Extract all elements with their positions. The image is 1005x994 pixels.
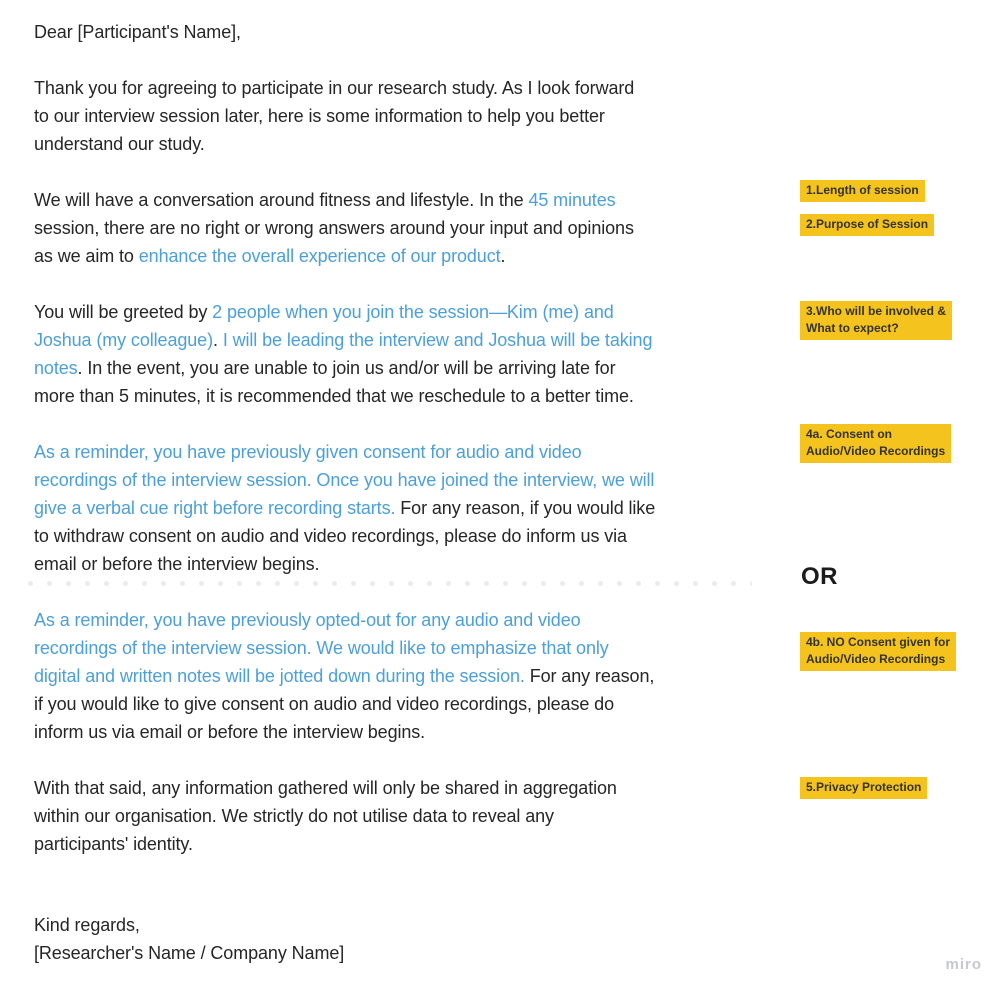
letter-text: understand our study. — [34, 134, 205, 154]
letter-text: . — [500, 246, 506, 266]
label-line: 2.Purpose of Session — [806, 217, 929, 231]
signature-paragraph — [34, 911, 655, 967]
label-line: 3.Who will be involved & — [806, 304, 947, 318]
letter-text: within our organisation. We strictly do not utilise data to reveal any — [34, 806, 554, 826]
letter-text: You will be greeted by — [34, 302, 213, 322]
label-purpose-of-session[interactable] — [800, 214, 934, 236]
label-line: 4a. Consent on — [806, 427, 893, 441]
no-consent-paragraph — [34, 606, 655, 746]
label-length-of-session[interactable] — [800, 180, 925, 202]
label-line: 4b. NO Consent given for — [806, 635, 951, 649]
label-line: Audio/Video Recordings — [806, 444, 946, 458]
intro-paragraph — [34, 74, 655, 158]
signature-name-placeholder: [Researcher's Name / Company Name] — [34, 943, 345, 963]
letter-text: email or before the interview begins. — [34, 554, 320, 574]
letter-text: Dear [Participant's Name], — [34, 22, 241, 42]
or-label[interactable]: OR — [801, 563, 838, 590]
highlighted-text: I will be leading the interview and Joshua will be taking — [222, 330, 653, 350]
label-line: 1.Length of session — [806, 183, 919, 197]
highlighted-text: enhance the overall experience of our product — [138, 246, 501, 266]
letter-text: to our interview session later, here is some information to help you better — [34, 106, 605, 126]
highlighted-text: notes — [34, 358, 78, 378]
miro-watermark-logo: miro — [945, 956, 982, 973]
highlighted-text: recordings of the interview session. Once you have joined the interview, we will — [34, 470, 655, 490]
label-who-will-be-involved[interactable] — [800, 301, 952, 340]
highlighted-text: recordings of the interview session. We would like to emphasize that only — [34, 638, 609, 658]
highlighted-text: As a reminder, you have previously given consent for audio and video — [34, 442, 582, 462]
privacy-paragraph — [34, 774, 655, 858]
letter-text: as we aim to — [34, 246, 139, 266]
salutation-paragraph — [34, 18, 655, 46]
letter-text: participants' identity. — [34, 834, 193, 854]
letter-text: inform us via email or before the interview begins. — [34, 722, 426, 742]
letter-text: Thank you for agreeing to participate in our research study. As I look forward — [34, 78, 635, 98]
label-privacy-protection[interactable] — [800, 777, 927, 799]
letter-text: . In the event, you are unable to join us and/or will be arriving late for — [77, 358, 616, 378]
label-no-consent-recordings[interactable] — [800, 632, 956, 671]
letter-text: more than 5 minutes, it is recommended that we reschedule to a better time. — [34, 386, 634, 406]
label-line: Audio/Video Recordings — [806, 652, 946, 666]
who-involved-paragraph — [34, 298, 655, 410]
highlighted-text: As a reminder, you have previously opted-out for any audio and video — [34, 610, 581, 630]
letter-text: to withdraw consent on audio and video recordings, please do inform us via — [34, 526, 627, 546]
highlighted-text: Joshua (my colleague) — [34, 330, 213, 350]
label-line: What to expect? — [806, 321, 899, 335]
letter-text: We will have a conversation around fitness and lifestyle. In the — [34, 190, 529, 210]
letter-text: . — [213, 330, 223, 350]
email-letter-text[interactable] — [34, 18, 655, 994]
label-line: 5.Privacy Protection — [806, 780, 922, 794]
letter-text: With that said, any information gathered will only be shared in aggregation — [34, 778, 617, 798]
signature-closing: Kind regards, — [34, 915, 140, 935]
label-consent-recordings[interactable] — [800, 424, 951, 463]
highlighted-text: give a verbal cue right before recording starts. — [34, 498, 396, 518]
highlighted-text: 2 people when you join the session—Kim (me) and — [212, 302, 614, 322]
highlighted-text: digital and written notes will be jotted down during the session. — [34, 666, 525, 686]
letter-text: if you would like to give consent on audio and video recordings, please do — [34, 694, 614, 714]
highlighted-text: 45 minutes — [528, 190, 616, 210]
dotted-divider — [21, 580, 752, 587]
letter-text: session, there are no right or wrong answers around your input and opinions — [34, 218, 634, 238]
letter-text: For any reason, if you would like — [395, 498, 656, 518]
letter-text: For any reason, — [524, 666, 655, 686]
session-purpose-paragraph — [34, 186, 655, 270]
consent-paragraph — [34, 438, 655, 578]
